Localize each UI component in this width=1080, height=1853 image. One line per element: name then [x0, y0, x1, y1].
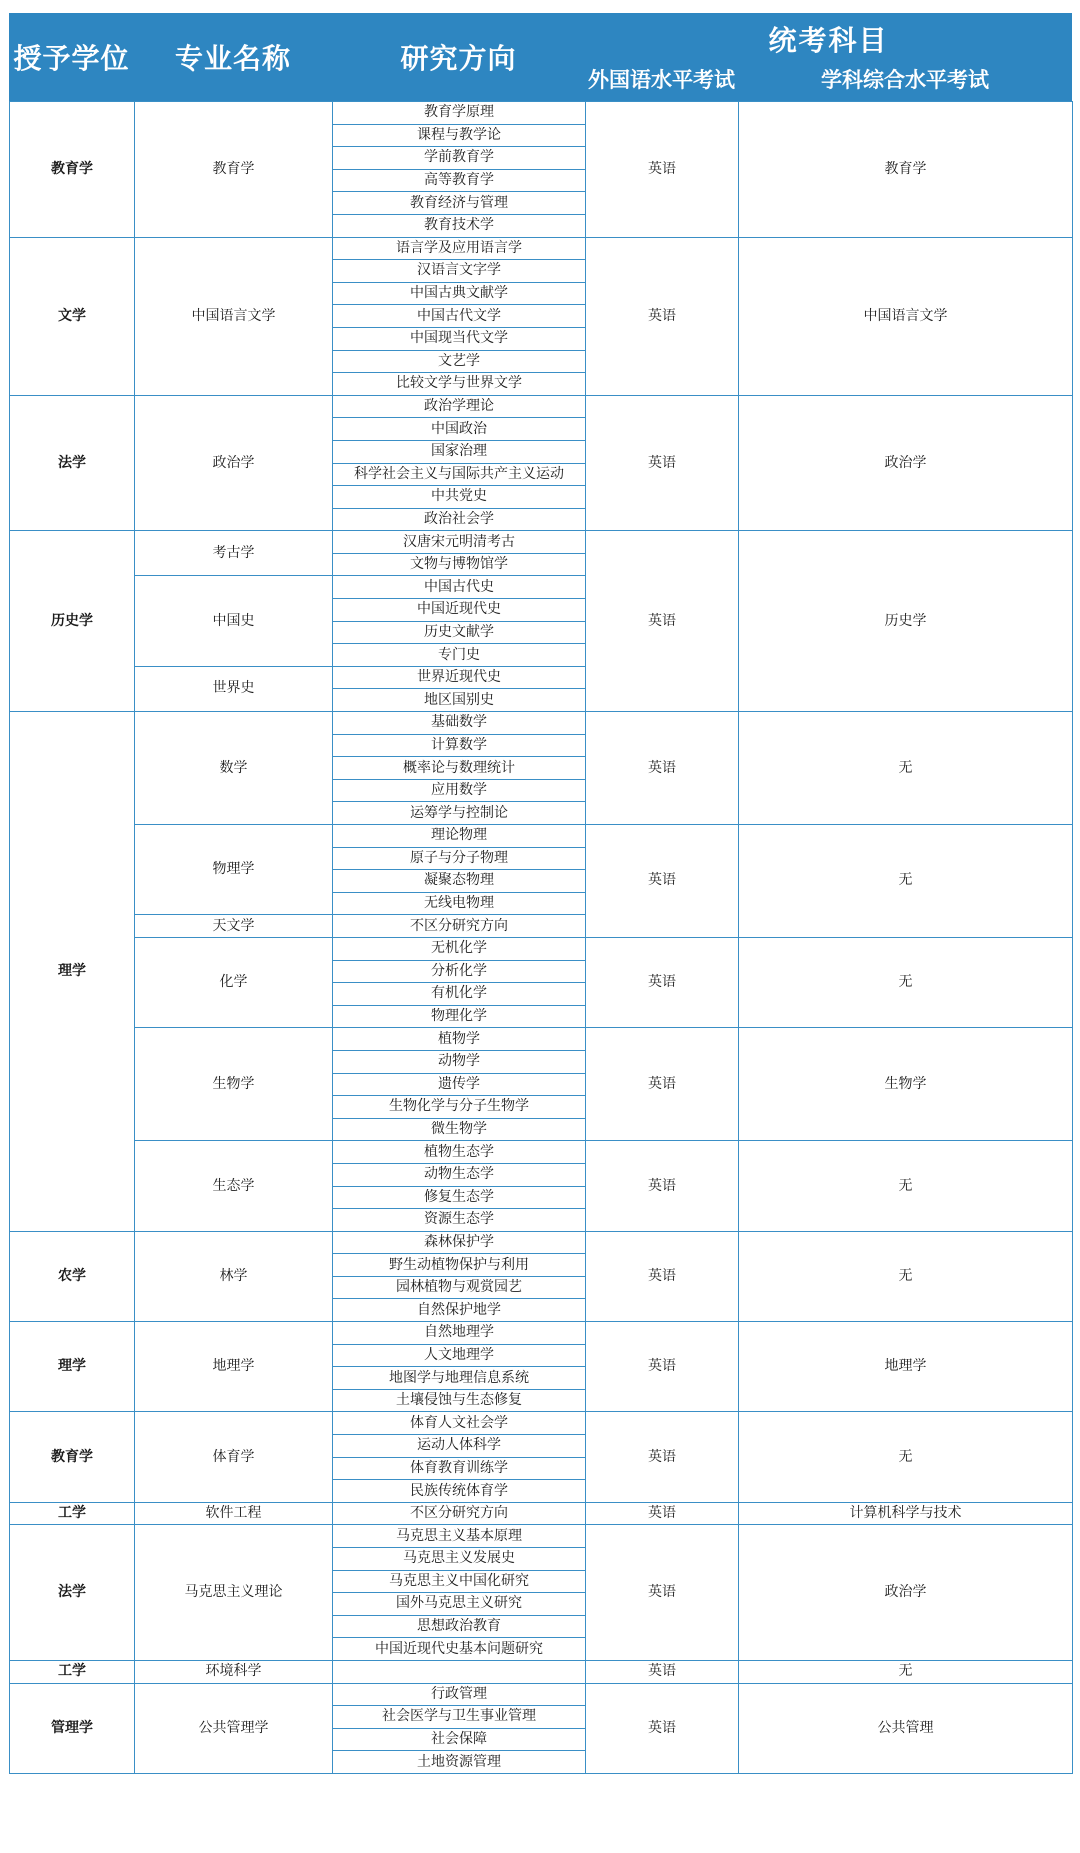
- foreign-exam-cell: 英语: [586, 531, 739, 712]
- direction-cell: 无机化学: [333, 937, 586, 960]
- direction-cell: 教育学原理: [333, 102, 586, 125]
- direction-cell: 学前教育学: [333, 147, 586, 170]
- table-body: [9, 101, 1073, 1774]
- direction-cell: 凝聚态物理: [333, 870, 586, 893]
- direction-cell: 基础数学: [333, 712, 586, 735]
- direction-cell: 园林植物与观赏园艺: [333, 1276, 586, 1299]
- direction-cell: 国家治理: [333, 440, 586, 463]
- direction-cell: 运筹学与控制论: [333, 802, 586, 825]
- direction-cell: 有机化学: [333, 983, 586, 1006]
- direction-cell: 民族传统体育学: [333, 1480, 586, 1503]
- major-cell: 物理学: [135, 825, 333, 915]
- major-cell: 考古学: [135, 531, 333, 576]
- comprehensive-exam-cell: 无: [739, 1141, 1073, 1231]
- direction-cell: 马克思主义基本原理: [333, 1525, 586, 1548]
- direction-cell: 应用数学: [333, 779, 586, 802]
- direction-cell: 专门史: [333, 644, 586, 667]
- header-exam-group: [585, 13, 1072, 101]
- major-cell: 数学: [135, 712, 333, 825]
- table-row: [10, 1322, 1073, 1345]
- foreign-exam-cell: 英语: [586, 237, 739, 395]
- direction-cell: 自然保护地学: [333, 1299, 586, 1322]
- degree-cell: 工学: [10, 1660, 135, 1683]
- degree-cell: 农学: [10, 1231, 135, 1321]
- foreign-exam-cell: 英语: [586, 1683, 739, 1773]
- major-cell: 环境科学: [135, 1660, 333, 1683]
- major-cell: 马克思主义理论: [135, 1525, 333, 1661]
- degree-cell: 教育学: [10, 102, 135, 238]
- comprehensive-exam-cell: 地理学: [739, 1322, 1073, 1412]
- foreign-exam-cell: 英语: [586, 1660, 739, 1683]
- direction-cell: 社会保障: [333, 1728, 586, 1751]
- header-direction: 研究方向: [400, 42, 517, 75]
- major-cell: 体育学: [135, 1412, 333, 1502]
- direction-cell: 地图学与地理信息系统: [333, 1367, 586, 1390]
- direction-cell: 比较文学与世界文学: [333, 373, 586, 396]
- major-cell: 世界史: [135, 666, 333, 711]
- degree-cell: 历史学: [10, 531, 135, 712]
- direction-cell: 中国古代文学: [333, 305, 586, 328]
- direction-cell: 地区国别史: [333, 689, 586, 712]
- direction-cell: 科学社会主义与国际共产主义运动: [333, 463, 586, 486]
- direction-cell: 中国近现代史: [333, 599, 586, 622]
- direction-cell: 微生物学: [333, 1118, 586, 1141]
- direction-cell: 国外马克思主义研究: [333, 1593, 586, 1616]
- major-cell: 政治学: [135, 395, 333, 531]
- degree-cell: 法学: [10, 395, 135, 531]
- table-row: [10, 1525, 1073, 1548]
- major-cell: 中国史: [135, 576, 333, 666]
- degree-cell: 管理学: [10, 1683, 135, 1773]
- direction-cell: 中国古代史: [333, 576, 586, 599]
- table-row: [10, 1660, 1073, 1683]
- direction-cell: 不区分研究方向: [333, 915, 586, 938]
- major-cell: 软件工程: [135, 1502, 333, 1525]
- direction-cell: 资源生态学: [333, 1209, 586, 1232]
- table-row: [10, 712, 1073, 735]
- direction-cell: 社会医学与卫生事业管理: [333, 1706, 586, 1729]
- direction-cell: 汉语言文字学: [333, 260, 586, 283]
- direction-cell: 分析化学: [333, 960, 586, 983]
- direction-cell: 动物学: [333, 1050, 586, 1073]
- admissions-table: [9, 13, 1072, 1774]
- degree-cell: 理学: [10, 712, 135, 1232]
- direction-cell: 马克思主义发展史: [333, 1548, 586, 1571]
- foreign-exam-cell: 英语: [586, 1141, 739, 1231]
- direction-cell: 中国政治: [333, 418, 586, 441]
- comprehensive-exam-cell: 无: [739, 1660, 1073, 1683]
- direction-cell: 原子与分子物理: [333, 847, 586, 870]
- foreign-exam-cell: 英语: [586, 1322, 739, 1412]
- degree-cell: 法学: [10, 1525, 135, 1661]
- direction-cell: 马克思主义中国化研究: [333, 1570, 586, 1593]
- direction-cell: 文物与博物馆学: [333, 553, 586, 576]
- direction-cell: 政治社会学: [333, 508, 586, 531]
- direction-cell: 体育人文社会学: [333, 1412, 586, 1435]
- direction-cell: 中国现当代文学: [333, 327, 586, 350]
- major-cell: 生物学: [135, 1028, 333, 1141]
- direction-cell: [333, 1660, 586, 1683]
- comprehensive-exam-cell: 无: [739, 1412, 1073, 1502]
- major-cell: 地理学: [135, 1322, 333, 1412]
- foreign-exam-cell: 英语: [586, 712, 739, 825]
- direction-cell: 汉唐宋元明清考古: [333, 531, 586, 554]
- foreign-exam-cell: 英语: [586, 102, 739, 238]
- direction-cell: 土壤侵蚀与生态修复: [333, 1389, 586, 1412]
- table-row: [10, 1502, 1073, 1525]
- comprehensive-exam-cell: 无: [739, 825, 1073, 938]
- comprehensive-exam-cell: 政治学: [739, 395, 1073, 531]
- foreign-exam-cell: 英语: [586, 1412, 739, 1502]
- degree-cell: 工学: [10, 1502, 135, 1525]
- foreign-exam-cell: 英语: [586, 1525, 739, 1661]
- direction-cell: 行政管理: [333, 1683, 586, 1706]
- direction-cell: 文艺学: [333, 350, 586, 373]
- comprehensive-exam-cell: 教育学: [739, 102, 1073, 238]
- direction-cell: 不区分研究方向: [333, 1502, 586, 1525]
- table-row: [10, 1231, 1073, 1254]
- direction-cell: 物理化学: [333, 1005, 586, 1028]
- comprehensive-exam-cell: 中国语言文学: [739, 237, 1073, 395]
- direction-cell: 自然地理学: [333, 1322, 586, 1345]
- foreign-exam-cell: 英语: [586, 1231, 739, 1321]
- major-cell: 教育学: [135, 102, 333, 238]
- table-row: [10, 1683, 1073, 1706]
- degree-cell: 文学: [10, 237, 135, 395]
- major-cell: 林学: [135, 1231, 333, 1321]
- comprehensive-exam-cell: 无: [739, 712, 1073, 825]
- table-row: [10, 237, 1073, 260]
- direction-cell: 计算数学: [333, 734, 586, 757]
- table-row: [10, 1412, 1073, 1435]
- table-row: [10, 531, 1073, 554]
- direction-cell: 土地资源管理: [333, 1751, 586, 1774]
- direction-cell: 体育教育训练学: [333, 1457, 586, 1480]
- table-row: [10, 1141, 1073, 1164]
- direction-cell: 无线电物理: [333, 892, 586, 915]
- major-cell: 化学: [135, 937, 333, 1027]
- header-foreign-exam: 外国语水平考试: [588, 68, 735, 92]
- direction-cell: 生物化学与分子生物学: [333, 1096, 586, 1119]
- direction-cell: 高等教育学: [333, 169, 586, 192]
- direction-cell: 课程与教学论: [333, 124, 586, 147]
- table-row: [10, 1028, 1073, 1051]
- direction-cell: 动物生态学: [333, 1163, 586, 1186]
- direction-cell: 野生动植物保护与利用: [333, 1254, 586, 1277]
- direction-cell: 思想政治教育: [333, 1615, 586, 1638]
- table-header: [9, 13, 1072, 101]
- foreign-exam-cell: 英语: [586, 937, 739, 1027]
- comprehensive-exam-cell: 无: [739, 1231, 1073, 1321]
- direction-cell: 概率论与数理统计: [333, 757, 586, 780]
- foreign-exam-cell: 英语: [586, 395, 739, 531]
- major-cell: 生态学: [135, 1141, 333, 1231]
- major-cell: 中国语言文学: [135, 237, 333, 395]
- direction-cell: 人文地理学: [333, 1344, 586, 1367]
- table-row: [10, 825, 1073, 848]
- table-row: [10, 102, 1073, 125]
- direction-cell: 森林保护学: [333, 1231, 586, 1254]
- foreign-exam-cell: 英语: [586, 1502, 739, 1525]
- direction-cell: 教育经济与管理: [333, 192, 586, 215]
- direction-cell: 政治学理论: [333, 395, 586, 418]
- direction-cell: 理论物理: [333, 825, 586, 848]
- comprehensive-exam-cell: 计算机科学与技术: [739, 1502, 1073, 1525]
- comprehensive-exam-cell: 生物学: [739, 1028, 1073, 1141]
- direction-cell: 教育技术学: [333, 214, 586, 237]
- major-cell: 天文学: [135, 915, 333, 938]
- header-exam: 统考科目: [768, 24, 889, 57]
- comprehensive-exam-cell: 公共管理: [739, 1683, 1073, 1773]
- comprehensive-exam-cell: 政治学: [739, 1525, 1073, 1661]
- header-comprehensive-exam: 学科综合水平考试: [821, 68, 989, 92]
- major-cell: 公共管理学: [135, 1683, 333, 1773]
- table-row: [10, 395, 1073, 418]
- direction-cell: 植物学: [333, 1028, 586, 1051]
- foreign-exam-cell: 英语: [586, 1028, 739, 1141]
- comprehensive-exam-cell: 无: [739, 937, 1073, 1027]
- direction-cell: 修复生态学: [333, 1186, 586, 1209]
- foreign-exam-cell: 英语: [586, 825, 739, 938]
- direction-cell: 历史文献学: [333, 621, 586, 644]
- degree-cell: 理学: [10, 1322, 135, 1412]
- degree-cell: 教育学: [10, 1412, 135, 1502]
- direction-cell: 语言学及应用语言学: [333, 237, 586, 260]
- comprehensive-exam-cell: 历史学: [739, 531, 1073, 712]
- direction-cell: 遗传学: [333, 1073, 586, 1096]
- header-major: 专业名称: [174, 42, 291, 75]
- table-row: [10, 937, 1073, 960]
- direction-cell: 中国近现代史基本问题研究: [333, 1638, 586, 1661]
- header-degree: 授予学位: [13, 42, 130, 75]
- direction-cell: 世界近现代史: [333, 666, 586, 689]
- direction-cell: 中共党史: [333, 486, 586, 509]
- direction-cell: 植物生态学: [333, 1141, 586, 1164]
- direction-cell: 运动人体科学: [333, 1435, 586, 1458]
- direction-cell: 中国古典文献学: [333, 282, 586, 305]
